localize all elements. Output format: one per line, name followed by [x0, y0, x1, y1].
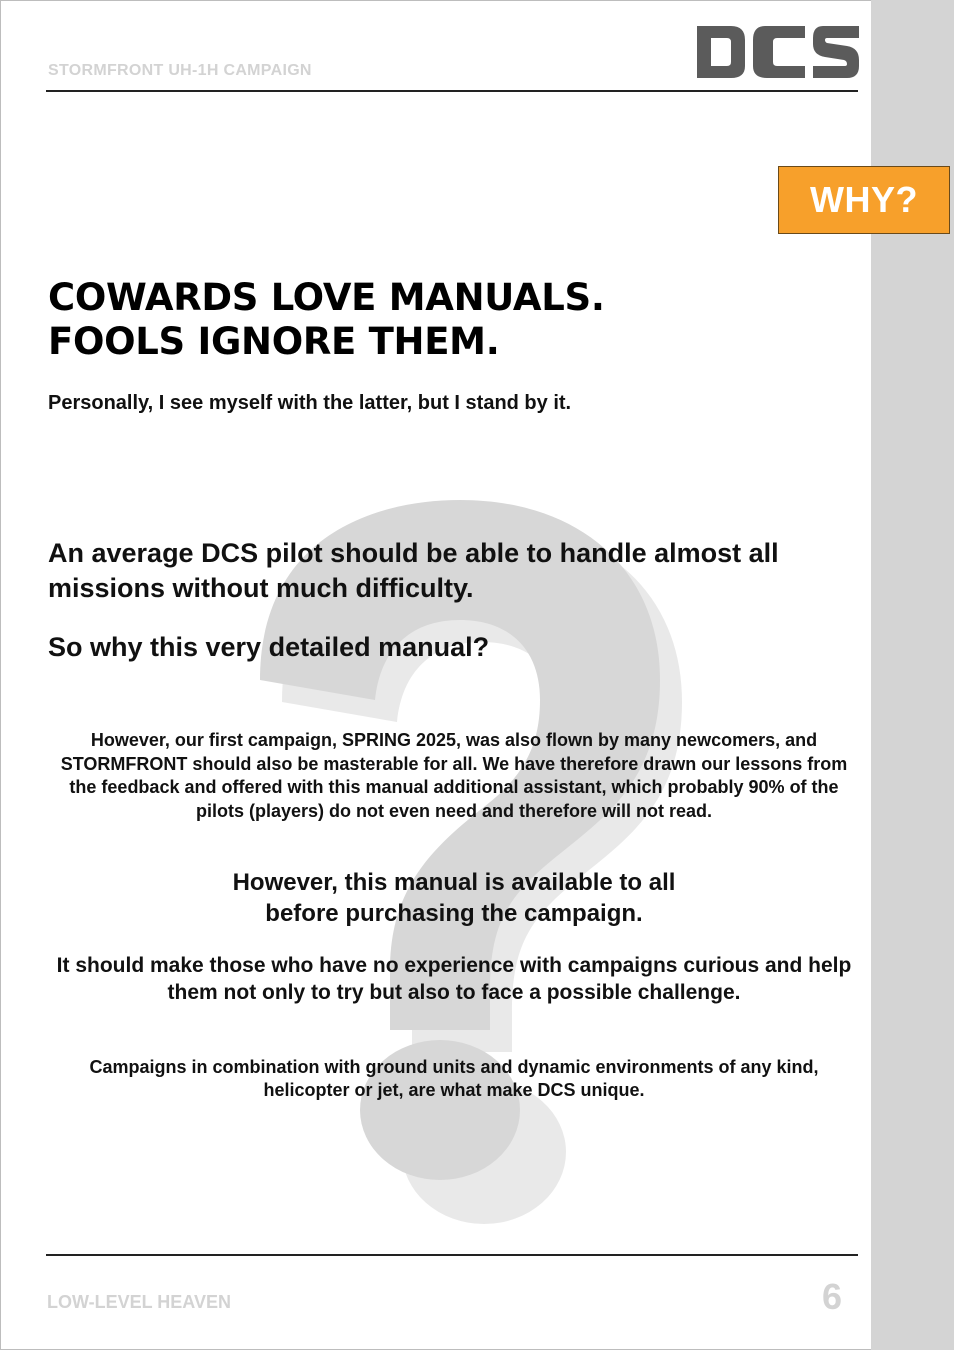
- subline: Personally, I see myself with the latter, but I stand by it.: [48, 392, 572, 414]
- lead-statement: An average DCS pilot should be able to handle almost all missions without much difficulty.: [48, 538, 779, 603]
- footer-rule: [46, 1254, 858, 1256]
- header-title: STORMFRONT UH-1H CAMPAIGN: [48, 62, 312, 79]
- paragraph-unique-line-1: Campaigns in combination with ground units and dynamic environments of any kind,: [89, 1057, 819, 1077]
- header-rule: [46, 90, 858, 92]
- headline: [48, 276, 605, 364]
- headline-line-2: FOOLS IGNORE THEM.: [48, 320, 500, 363]
- page-number: 6: [821, 1276, 842, 1317]
- paragraph-availability-line-1: However, this manual is available to all: [232, 869, 676, 896]
- paragraph-curiosity: It should make those who have no experience with campaigns curious and help them not only to try but also to face a possible challenge.: [56, 954, 852, 1004]
- paragraph-availability: [50, 867, 858, 929]
- section-tab-why: [778, 166, 950, 234]
- paragraph-unique-line-2: helicopter or jet, are what make DCS unique.: [263, 1080, 645, 1100]
- paragraph-unique: [50, 1056, 858, 1102]
- section-tab-label: WHY?: [810, 179, 918, 220]
- paragraph-newcomers: However, our first campaign, SPRING 2025, was also flown by many newcomers, and STORMFRONT should also be masterable for all. We have therefore drawn our lessons from the feedback and offered with this manual additional assistant, which probably 90% of the pilots (players) do not even need and therefore will not read.: [60, 730, 848, 821]
- paragraph-availability-line-2: before purchasing the campaign.: [265, 900, 643, 927]
- headline-line-1: COWARDS LOVE MANUALS.: [48, 276, 605, 319]
- footer-title: LOW-LEVEL HEAVEN: [47, 1292, 231, 1312]
- dcs-logo: [697, 22, 859, 80]
- lead-question: So why this very detailed manual?: [48, 632, 490, 662]
